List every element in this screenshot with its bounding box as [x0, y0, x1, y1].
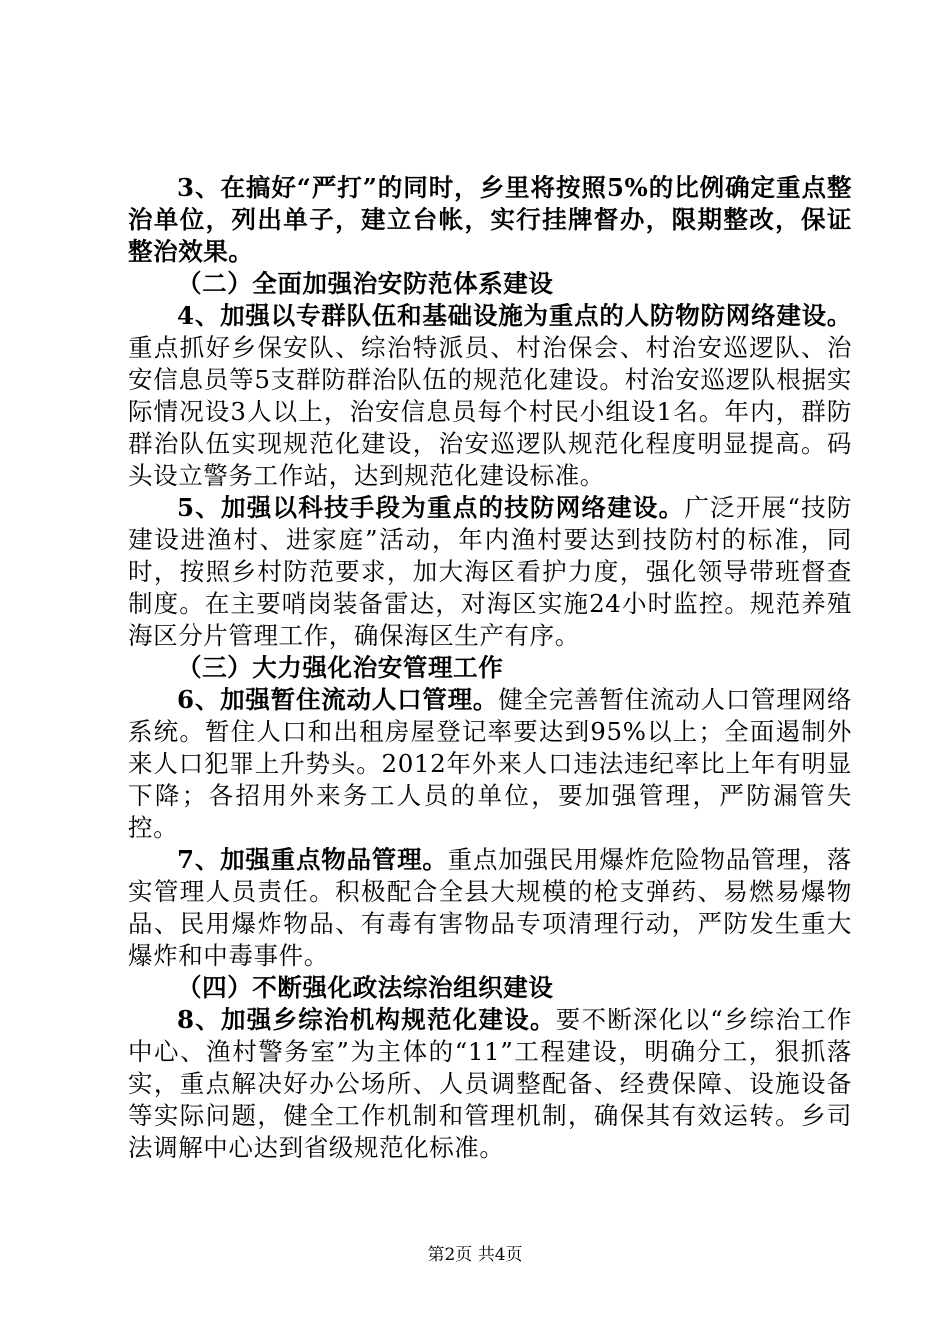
paragraph-5 [128, 492, 852, 652]
paragraph-8-body: 要不断深化以“乡综治工作中心、渔村警务室”为主体的“11”工程建设，明确分工，狠抓落实，重点解决好办公场所、人员调整配备、经费保障、设施设备等实际问题，健全工作机制和管理机制，确保其有效运转。乡司法调解中心达到省级规范化标准。 [128, 1005, 853, 1162]
paragraph-8 [128, 1004, 852, 1164]
paragraph-7-lead: 7、加强重点物品管理。 [177, 845, 448, 874]
paragraph-8-lead: 8、加强乡综治机构规范化建设。 [177, 1005, 556, 1034]
paragraph-4-body: 重点抓好乡保安队、综治特派员、村治保会、村治安巡逻队、治安信息员等5支群防群治队伍的规范化建设。村治安巡逻队根据实际情况设3人以上，治安信息员每个村民小组设1名。年内，群防群治队伍实现规范化建设，治安巡逻队规范化程度明显提高。码头设立警务工作站，达到规范化建设标准。 [128, 333, 852, 490]
paragraph-6 [128, 684, 852, 844]
section-heading-4: （四）不断强化政法综治组织建设 [177, 973, 554, 1002]
section-heading-2: （二）全面加强治安防范体系建设 [177, 269, 554, 298]
paragraph-5-lead: 5、加强以科技手段为重点的技防网络建设。 [177, 493, 685, 522]
paragraph-6-lead: 6、加强暂住流动人口管理。 [177, 685, 499, 714]
paragraph-5-body: 广泛开展“技防建设进渔村、进家庭”活动，年内渔村要达到技防村的标准，同时，按照乡村防范要求，加大海区看护力度，强化领导带班督查制度。在主要哨岗装备雷达，对海区实施24小时监控。规范养殖海区分片管理工作，确保海区生产有序。 [128, 493, 852, 650]
paragraph-4 [128, 300, 852, 492]
section-heading-3: （三）大力强化治安管理工作 [177, 653, 504, 682]
paragraph-6-body: 健全完善暂住流动人口管理网络系统。暂住人口和出租房屋登记率要达到95%以上；全面遏制外来人口犯罪上升势头。2012年外来人口违法违纪率比上年有明显下降；各招用外来务工人员的单位，要加强管理，严防漏管失控。 [128, 685, 852, 842]
paragraph-4-lead: 4、加强以专群队伍和基础设施为重点的人防物防网络建设。 [177, 301, 852, 330]
paragraph-3: 3、在搞好“严打”的同时，乡里将按照5%的比例确定重点整治单位，列出单子，建立台帐，实行挂牌督办，限期整改，保证整治效果。 [128, 173, 852, 266]
paragraph-7-body: 重点加强民用爆炸危险物品管理，落实管理人员责任。积极配合全县大规模的枪支弹药、易燃易爆物品、民用爆炸物品、有毒有害物品专项清理行动，严防发生重大爆炸和中毒事件。 [128, 845, 852, 970]
page-number-footer: 第2页 共4页 [427, 1245, 523, 1265]
paragraph-7 [128, 844, 852, 972]
document-body [128, 172, 852, 1164]
